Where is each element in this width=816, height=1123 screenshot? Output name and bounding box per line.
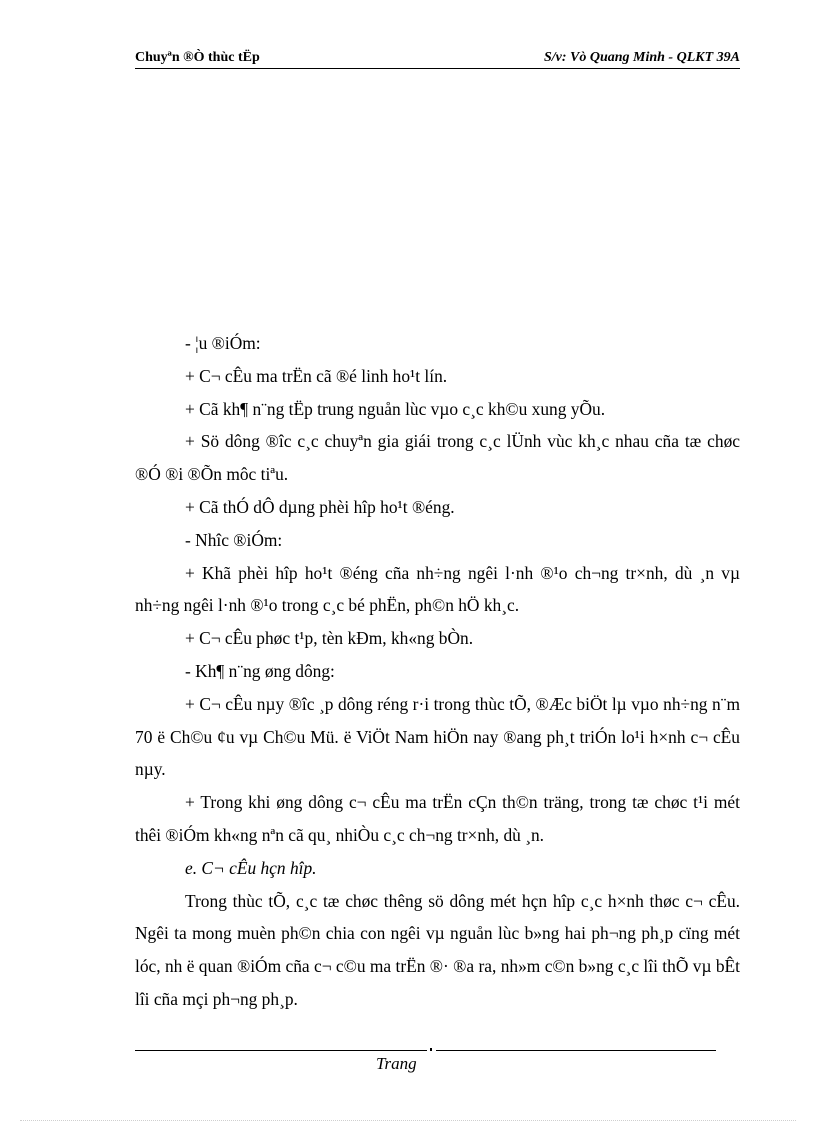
footer-rule-left [135, 1050, 427, 1051]
footer-rule-separator [430, 1048, 432, 1051]
paragraph: + Khã phèi hîp ho¹t ®éng cña nh÷ng ngêi l·nh ®¹o ch¬ng tr×nh, dù ¸n vµ nh÷ng ngêi l·nh ®¹o trong c¸c bé phËn, ph©n hÖ kh¸c. [135, 562, 740, 616]
paragraph-disadvantages-heading: - Nhîc ®iÓm: [185, 529, 283, 550]
section-heading: e. C¬ cÊu hçn hîp. [185, 857, 317, 878]
paragraph: + Cã thÓ dÔ dµng phèi hîp ho¹t ®éng. [185, 496, 455, 517]
page-bottom-edge [20, 1120, 796, 1121]
footer-rule-right [436, 1050, 716, 1051]
footer-page-label: Trang [376, 1054, 417, 1073]
document-body [135, 327, 740, 1016]
paragraph-applicability-heading: - Kh¶ n¨ng øng dông: [185, 660, 335, 681]
paragraph: + Cã kh¶ n¨ng tËp trung nguån lùc vµo c¸c kh©u xung yÕu. [185, 398, 606, 419]
header-right-author: S/v: Vò Quang Minh - QLKT 39A [543, 50, 740, 65]
paragraph: + C¬ cÊu phøc t¹p, tèn kÐm, kh«ng bÒn. [185, 628, 474, 649]
paragraph: + Trong khi øng dông c¬ cÊu ma trËn cÇn th©n träng, trong tæ chøc t¹i mét thêi ®iÓm kh«ng nªn cã qu¸ nhiÒu c¸c ch¬ng tr×nh, dù ¸n. [135, 792, 740, 845]
paragraph: + C¬ cÊu ma trËn cã ®é linh ho¹t lín. [185, 365, 448, 386]
paragraph-advantages-heading: - ¦u ®iÓm: [185, 333, 261, 353]
header-left-title: Chuyªn ®Ò thùc tËp [135, 50, 260, 65]
paragraph: + C¬ cÊu nµy ®îc ¸p dông réng r·i trong thùc tÕ, ®Æc biÖt lµ vµo nh÷ng n¨m 70 ë Ch©u ¢u vµ Ch©u Mü. ë ViÖt Nam hiÖn nay ®ang ph¸t triÓn lo¹i h×nh c¬ cÊu nµy. [135, 693, 740, 780]
page-header [135, 50, 740, 69]
paragraph: Trong thùc tÕ, c¸c tæ chøc thêng sö dông mét hçn hîp c¸c h×nh thøc c¬ cÊu. Ngêi ta mong muèn ph©n chia con ngêi vµ nguån lùc b»ng hai ph¬ng ph¸p cïng mét lóc, nh ë quan ®iÓm cña c¬ c©u ma trËn ®· ®a ra, nh»m c©n b»ng c¸c lîi thÕ vµ bÊt lîi cña mçi ph¬ng ph¸p. [135, 890, 740, 1009]
paragraph: + Sö dông ®îc c¸c chuyªn gia giái trong c¸c lÜnh vùc kh¸c nhau cña tæ chøc ®Ó ®i ®Õn môc tiªu. [135, 431, 740, 485]
